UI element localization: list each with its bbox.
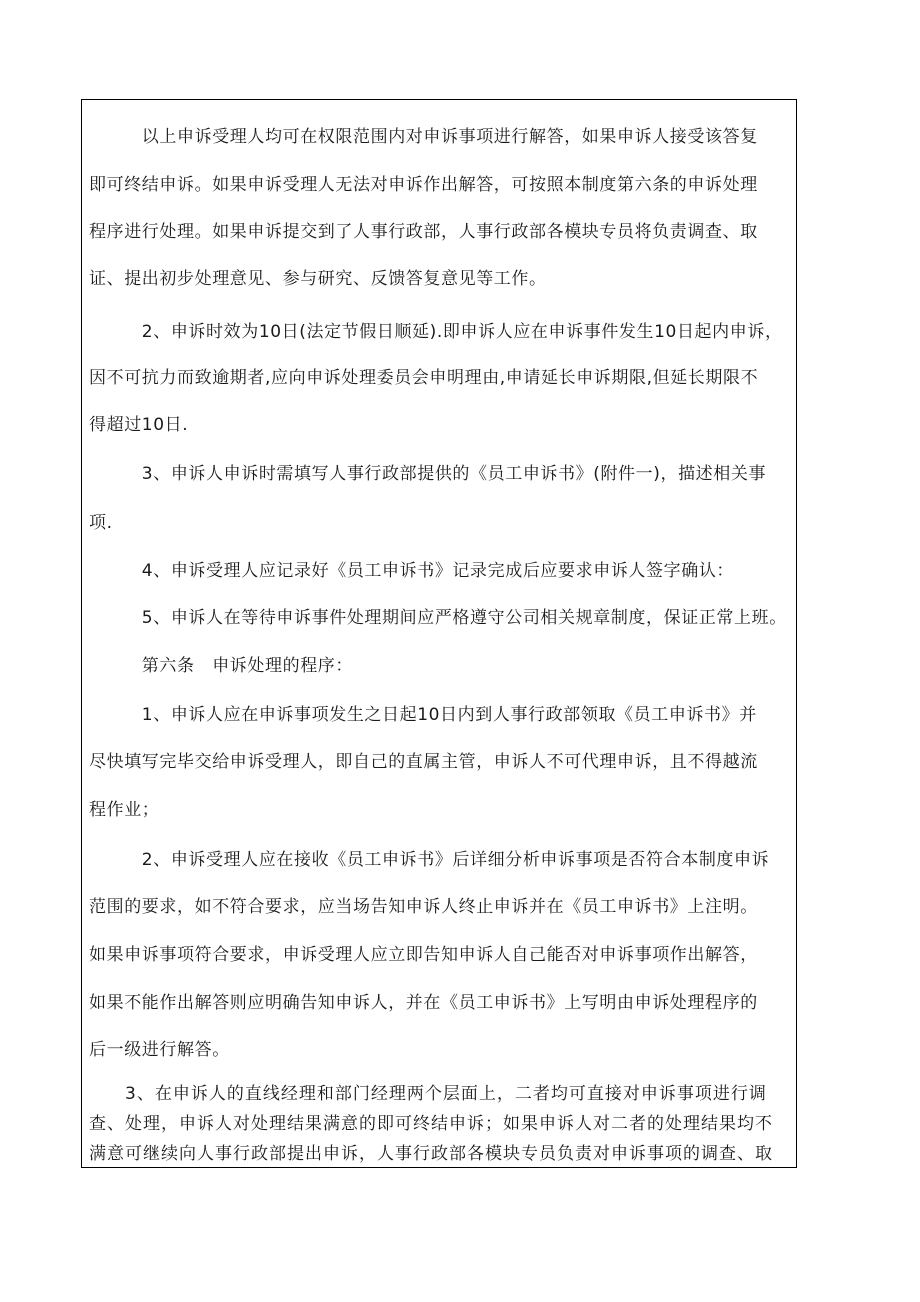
text-line: 3、在申诉人的直线经理和部门经理两个层面上，二者均可直接对申诉事项进行调	[89, 1084, 767, 1104]
document-page	[81, 99, 797, 1168]
text-line: 范围的要求，如不符合要求，应当场告知申诉人终止申诉并在《员工申诉书》上注明。	[89, 897, 758, 917]
text-line: 如果不能作出解答则应明确告知申诉人，并在《员工申诉书》上写明由申诉处理程序的	[89, 993, 758, 1013]
text-line: 5、申诉人在等待申诉事件处理期间应严格遵守公司相关规章制度，保证正常上班。	[89, 608, 787, 628]
text-line: 满意可继续向人事行政部提出申诉，人事行政部各模块专员负责对申诉事项的调查、取	[89, 1144, 773, 1164]
text-line: 4、申诉受理人应记录好《员工申诉书》记录完成后应要求申诉人签字确认：	[89, 561, 735, 581]
text-line: 后一级进行解答。	[89, 1040, 230, 1060]
text-line: 因不可抗力而致逾期者,应向申诉处理委员会申明理由,申请延长申诉期限,但延长期限不	[89, 368, 759, 388]
text-line: 尽快填写完毕交给申诉受理人，即自己的直属主管，申诉人不可代理申诉，且不得越流	[89, 752, 758, 772]
text-line: 3、申诉人申诉时需填写人事行政部提供的《员工申诉书》(附件一)，描述相关事	[89, 464, 767, 484]
text-line: 1、申诉人应在申诉事项发生之日起10日内到人事行政部领取《员工申诉书》并	[89, 705, 757, 725]
text-line: 程作业；	[89, 800, 160, 820]
text-line: 项.	[89, 513, 113, 533]
text-line: 程序进行处理。如果申诉提交到了人事行政部，人事行政部各模块专员将负责调查、取	[89, 222, 758, 242]
text-line: 2、申诉时效为10日(法定节假日顺延).即申诉人应在申诉事件发生10日起内申诉，	[89, 322, 783, 342]
text-line: 以上申诉受理人均可在权限范围内对申诉事项进行解答，如果申诉人接受该答复	[89, 127, 758, 147]
text-line: 即可终结申诉。如果申诉受理人无法对申诉作出解答，可按照本制度第六条的申诉处理	[89, 175, 758, 195]
text-line: 第六条 申诉处理的程序：	[89, 656, 353, 676]
text-line: 如果申诉事项符合要求，申诉受理人应立即告知申诉人自己能否对申诉事项作出解答，	[89, 945, 758, 965]
text-line: 得超过10日.	[89, 415, 189, 435]
text-line: 证、提出初步处理意见、参与研究、反馈答复意见等工作。	[89, 269, 547, 289]
text-line: 查、处理，申诉人对处理结果满意的即可终结申诉；如果申诉人对二者的处理结果均不	[89, 1114, 773, 1134]
text-line: 2、申诉受理人应在接收《员工申诉书》后详细分析申诉事项是否符合本制度申诉	[89, 850, 770, 870]
